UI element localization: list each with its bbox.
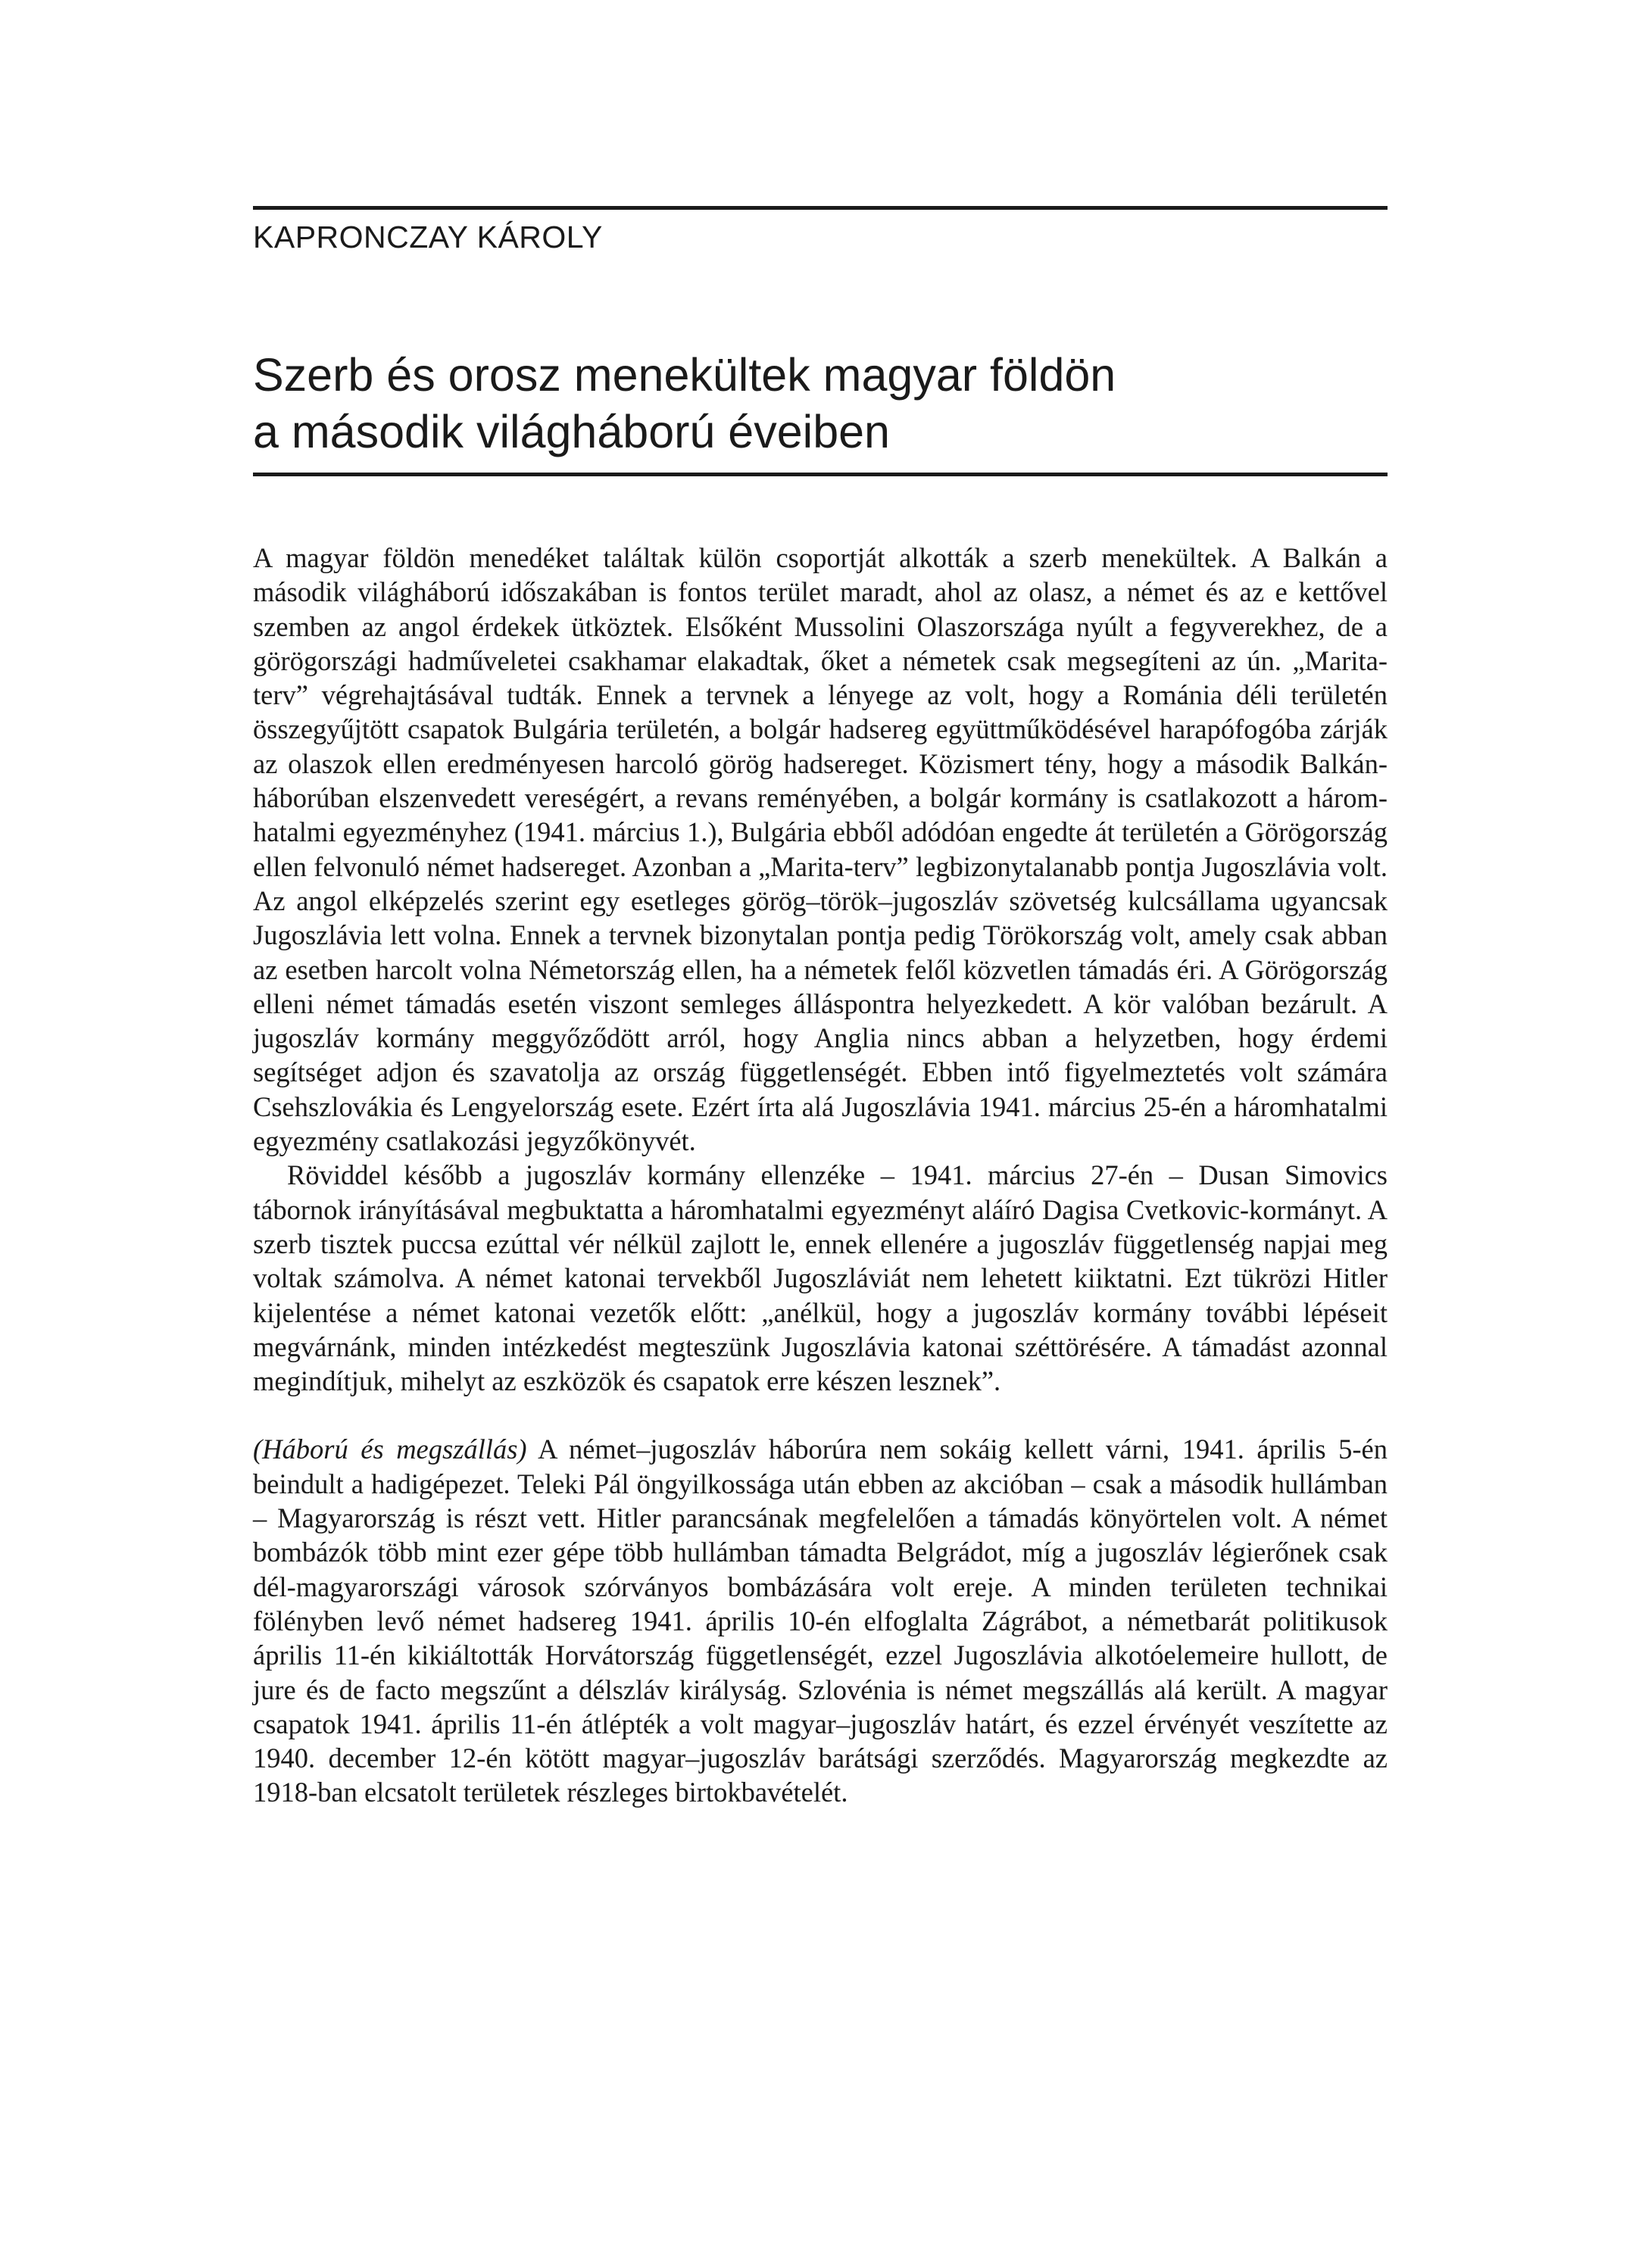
- article-title-line-2: a második világháború éveiben: [253, 406, 890, 457]
- article-title: [253, 347, 1388, 460]
- article-body: [253, 541, 1388, 1810]
- section-label: (Háború és megszállás): [253, 1433, 527, 1465]
- body-paragraph-1: A magyar földön menedéket találtak külön csoportját alkották a szerb menekültek. A Balkán a második világháború időszakában is fontos terület maradt, ahol az olasz, a német és az e kettővel szemben az angol érdekek ütköztek. Elsőként Mussolini Olaszországa nyúlt a fegyverekhez, de a görögországi hadműveletei csakhamar elakadtak, őket a németek csak megsegíteni az ún. „Marita-terv” végrehajtásával tudták. Ennek a tervnek a lényege az volt, hogy a Románia déli területén összegyűjtött csapatok Bulgária területén, a bolgár hadsereg együttműködésével harapófogóba zárják az olaszok ellen eredményesen harcoló görög hadsereget. Közismert tény, hogy a második Balkán-háborúban elszenvedett vereségért, a revans reményében, a bolgár kormány is csatlakozott a háromhatalmi egyezményhez (1941. március 1.), Bulgária ebből adódóan engedte át területén a Görögország ellen felvonuló német hadsereget. Azonban a „Marita-terv” legbizonytalanabb pontja Jugoszlávia volt. Az angol elképzelés szerint egy esetleges görög–török–jugoszláv szövetség kulcsállama ugyancsak Jugoszlávia lett volna. Ennek a tervnek bizonytalan pontja pedig Törökország volt, amely csak abban az esetben harcolt volna Németország ellen, ha a németek felől közvetlen támadás éri. A Görögország elleni német támadás esetén viszont semleges álláspontra helyezkedett. A kör valóban bezárult. A jugoszláv kormány meggyőződött arról, hogy Anglia nincs abban a helyzetben, hogy érdemi segítséget adjon és szavatolja az ország függetlenségét. Ebben intő figyelmeztetés volt számára Csehszlovákia és Lengyelország esete. Ezért írta alá Jugoszlávia 1941. március 25-én a háromhatalmi egyezmény csatlakozási jegyzőkönyvét.: [253, 542, 1388, 1157]
- header-top-rule: [253, 206, 1388, 210]
- body-paragraph-2: Röviddel később a jugoszláv kormány ellenzéke – 1941. március 27-én – Dusan Simovics tábornok irányításával megbuktatta a háromhatalmi egyezményt aláíró Dagisa Cvetkovic-kormányt. A szerb tisztek puccsa ezúttal vér nélkül zajlott le, ennek ellenére a jugoszláv függetlenség napjai meg voltak számolva. A német katonai tervekből Jugoszláviát nem lehetett kiiktatni. Ezt tükrözi Hitler kijelentése a német katonai vezetők előtt: „anélkül, hogy a jugoszláv kormány további lépéseit megvárnánk, minden intézkedést megteszünk Jugoszlávia katonai széttörésére. A támadást azonnal megindítjuk, mihelyt az eszközök és csapatok erre készen lesznek”.: [253, 1159, 1388, 1397]
- author-name: KAPRONCZAY KÁROLY: [253, 220, 603, 254]
- body-paragraph-3: [253, 1432, 1388, 1809]
- body-paragraph-3-text: A német–jugoszláv háborúra nem sokáig kellett várni, 1941. április 5-én beindult a hadigépezet. Teleki Pál öngyilkossága után ebben az akcióban – csak a második hullámban – Magyarország is részt vett. Hitler parancsának megfelelően a támadás könyörtelen volt. A német bombázók több mint ezer gépe több hullámban támadta Belgrádot, míg a jugoszláv légierőnek csak dél-magyarországi városok szórványos bombázására volt ereje. A minden területen technikai fölényben levő német hadsereg 1941. április 10-én elfoglalta Zágrábot, a németbarát politikusok április 11-én kikiáltották Horvátország függetlenségét, ezzel Jugoszlávia alkotóelemeire hullott, de jure és de facto megszűnt a délszláv királyság. Szlovénia is német megszállás alá került. A magyar csapatok 1941. április 11-én átlépték a volt magyar–jugoszláv határt, és ezzel érvényét veszítette az 1940. december 12-én kötött magyar–jugoszláv barátsági szerződés. Magyarország megkezdte az 1918-ban elcsatolt területek részleges birtokbavételét.: [253, 1433, 1388, 1808]
- title-bottom-rule: [253, 473, 1388, 476]
- article-title-line-1: Szerb és orosz menekültek magyar földön: [253, 349, 1116, 401]
